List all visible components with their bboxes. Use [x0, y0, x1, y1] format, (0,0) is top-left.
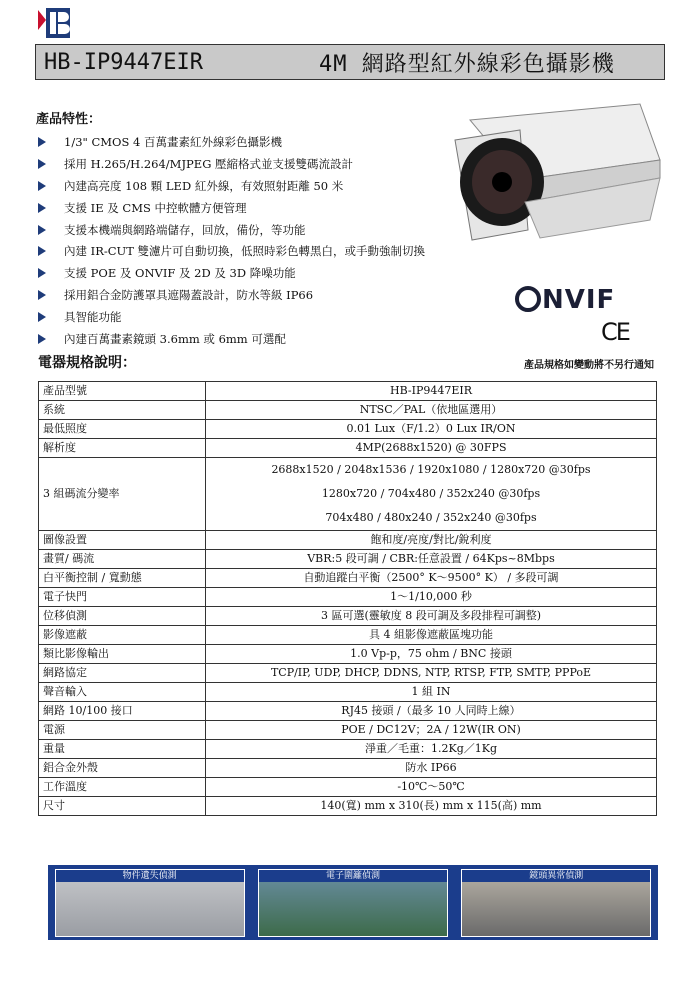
spec-row: [39, 531, 657, 550]
spec-label: 尺寸: [39, 797, 206, 816]
onvif-text: NVIF: [542, 285, 616, 315]
bullet-icon: [38, 181, 46, 191]
feature-text: 採用鋁合金防護罩具遮陽蓋設計，防水等級 IP66: [64, 288, 314, 303]
spec-label: 工作溫度: [39, 778, 206, 797]
bullet-icon: [38, 268, 46, 278]
spec-table: [38, 381, 657, 816]
spec-row: [39, 401, 657, 420]
feature-text: 內建 IR-CUT 雙濾片可自動切換，低照時彩色轉黑白，或手動強制切換: [64, 244, 426, 259]
feature-item: [38, 284, 425, 306]
onvif-logo: [515, 285, 615, 315]
spec-label: 聲音輸入: [39, 683, 206, 702]
spec-value: 自動追蹤白平衡（2500° K～9500° K） / 多段可調: [206, 569, 657, 588]
spec-value: [206, 458, 657, 531]
spec-row: [39, 759, 657, 778]
spec-value: RJ45 接頭 /（最多 10 人同時上線）: [206, 702, 657, 721]
spec-value: HB-IP9447EIR: [206, 382, 657, 401]
spec-value: VBR:5 段可調 / CBR:任意設置 / 64Kps~8Mbps: [206, 550, 657, 569]
feature-banner: [48, 865, 658, 940]
spec-value: 140(寬) mm x 310(長) mm x 115(高) mm: [206, 797, 657, 816]
spec-label: 類比影像輸出: [39, 645, 206, 664]
bullet-icon: [38, 159, 46, 169]
spec-row: [39, 382, 657, 401]
spec-label: 產品型號: [39, 382, 206, 401]
feature-list: [38, 131, 425, 350]
spec-row: [39, 569, 657, 588]
feature-item: [38, 306, 425, 328]
product-model: HB-IP9447EIR: [44, 49, 203, 75]
spec-value-line: 1280x720 / 704x480 / 352x240 @30fps: [321, 487, 541, 500]
product-title: 4M 網路型紅外線彩色攝影機: [319, 51, 615, 77]
banner-caption: 鏡頭異常偵測: [462, 870, 650, 882]
spec-label: 白平衡控制 / 寬動態: [39, 569, 206, 588]
spec-value: NTSC／PAL（依地區選用）: [206, 401, 657, 420]
feature-text: 內建百萬畫素鏡頭 3.6mm 或 6mm 可選配: [64, 331, 286, 346]
spec-value: 0.01 Lux（F/1.2）0 Lux IR/ON: [206, 420, 657, 439]
feature-text: 採用 H.265/H.264/MJPEG 壓縮格式並支援雙碼流設計: [64, 156, 354, 171]
spec-note: 產品規格如變動將不另行通知: [524, 360, 654, 371]
spec-heading: 電器規格說明：: [38, 355, 136, 371]
feature-item: [38, 328, 425, 350]
bullet-icon: [38, 334, 46, 344]
spec-label: 系統: [39, 401, 206, 420]
spec-label: 重量: [39, 740, 206, 759]
spec-row: [39, 721, 657, 740]
banner-caption: 電子圍籬偵測: [259, 870, 447, 882]
spec-value: 1 組 IN: [206, 683, 657, 702]
spec-label: 網路協定: [39, 664, 206, 683]
spec-value: 1～1/10,000 秒: [206, 588, 657, 607]
feature-item: [38, 175, 425, 197]
spec-row: [39, 664, 657, 683]
feature-item: [38, 262, 425, 284]
spec-label: 位移偵測: [39, 607, 206, 626]
spec-row: [39, 626, 657, 645]
spec-row: [39, 607, 657, 626]
banner-panel-lens-tamper: [461, 869, 651, 937]
spec-row: [39, 588, 657, 607]
feature-text: 內建高亮度 108 顆 LED 紅外線，有效照射距離 50 米: [64, 178, 344, 193]
features-heading: 產品特性：: [36, 112, 102, 127]
spec-value: 飽和度/亮度/對比/銳利度: [206, 531, 657, 550]
feature-text: 支援本機端與網路端儲存，回放，備份，等功能: [64, 222, 306, 237]
feature-text: 支援 POE 及 ONVIF 及 2D 及 3D 降噪功能: [64, 266, 296, 281]
spec-row: [39, 778, 657, 797]
spec-row: [39, 702, 657, 721]
spec-value: 1.0 Vp-p，75 ohm / BNC 接頭: [206, 645, 657, 664]
spec-label: 畫質/ 碼流: [39, 550, 206, 569]
bullet-icon: [38, 225, 46, 235]
bullet-icon: [38, 203, 46, 213]
bullet-icon: [38, 137, 46, 147]
spec-row: [39, 683, 657, 702]
spec-label: 3 組碼流分變率: [39, 458, 206, 531]
spec-value-line: 704x480 / 480x240 / 352x240 @30fps: [325, 511, 537, 524]
feature-item: [38, 153, 425, 175]
banner-panel-object-missing: [55, 869, 245, 937]
spec-label: 電源: [39, 721, 206, 740]
spec-label: 圖像設置: [39, 531, 206, 550]
bullet-icon: [38, 312, 46, 322]
spec-value: 3 區可選(靈敏度 8 段可調及多段排程可調整): [206, 607, 657, 626]
spec-value: TCP/IP, UDP, DHCP, DDNS, NTP, RTSP, FTP, SMTP, PPPoE: [206, 664, 657, 683]
banner-panel-fence: [258, 869, 448, 937]
spec-label: 解析度: [39, 439, 206, 458]
spec-value: 具 4 組影像遮蔽區塊功能: [206, 626, 657, 645]
spec-label: 影像遮蔽: [39, 626, 206, 645]
feature-item: [38, 219, 425, 241]
feature-text: 1/3" CMOS 4 百萬畫素紅外線彩色攝影機: [64, 134, 282, 149]
feature-item: [38, 240, 425, 262]
spec-row: [39, 740, 657, 759]
title-bar: [35, 44, 665, 80]
bullet-icon: [38, 246, 46, 256]
spec-label: 鋁合金外殼: [39, 759, 206, 778]
spec-label: 電子快門: [39, 588, 206, 607]
spec-value: -10℃～50℃: [206, 778, 657, 797]
banner-caption: 物件遺失偵測: [56, 870, 244, 882]
feature-item: [38, 197, 425, 219]
spec-value: 4MP(2688x1520) @ 30FPS: [206, 439, 657, 458]
feature-text: 支援 IE 及 CMS 中控軟體方便管理: [64, 200, 247, 215]
spec-label: 網路 10/100 接口: [39, 702, 206, 721]
spec-row: [39, 550, 657, 569]
spec-value: 淨重／毛重：1.2Kg／1Kg: [206, 740, 657, 759]
brand-logo: [36, 6, 76, 40]
spec-row: [39, 439, 657, 458]
spec-value: 防水 IP66: [206, 759, 657, 778]
feature-item: [38, 131, 425, 153]
camera-image: [450, 100, 670, 250]
spec-row: [39, 458, 657, 531]
spec-value-line: 2688x1520 / 2048x1536 / 1920x1080 / 1280x720 @30fps: [271, 463, 591, 476]
spec-row: [39, 645, 657, 664]
ce-mark: CE: [601, 318, 629, 346]
spec-label: 最低照度: [39, 420, 206, 439]
bullet-icon: [38, 290, 46, 300]
feature-text: 具智能功能: [64, 310, 122, 325]
spec-row: [39, 420, 657, 439]
spec-value: POE / DC12V；2A / 12W(IR ON): [206, 721, 657, 740]
spec-row: [39, 797, 657, 816]
